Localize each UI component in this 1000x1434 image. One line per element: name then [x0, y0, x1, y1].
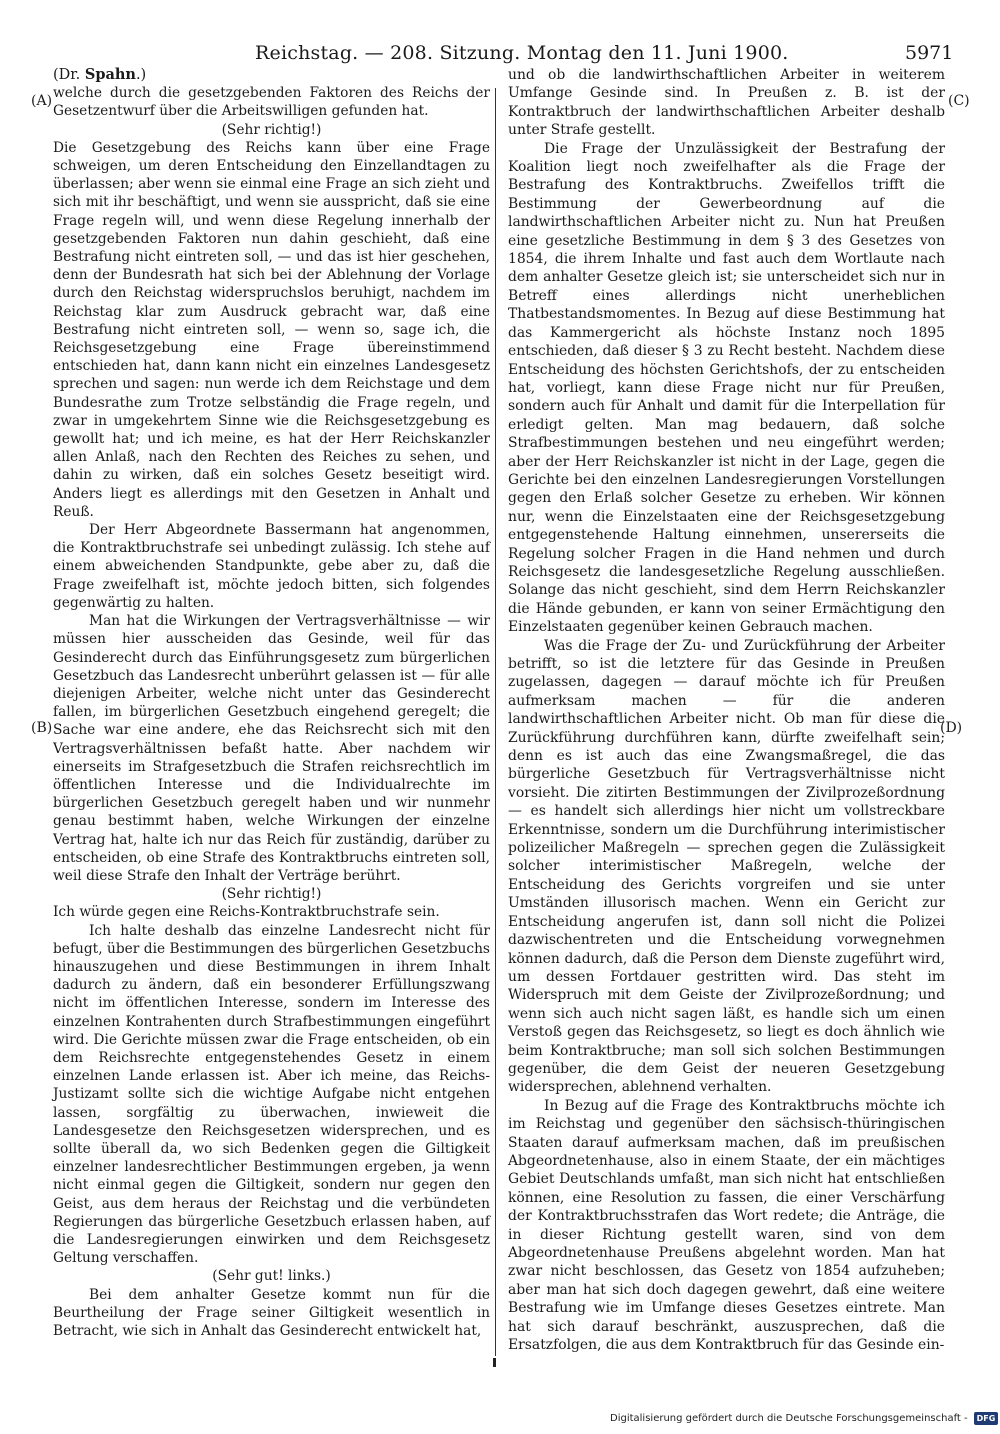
paragraph: Man hat die Wirkungen der Vertragsverhältnisse — wir müssen hier ausscheiden das Gesinde, weil für das Gesinderecht durch das Einführungsgesetz zum bürgerlichen Gesetzbuch das Landesrecht unberührt gelassen ist — für alle diejenigen Arbeiter, welche nicht unter das Gesinderecht fallen, im bürgerlichen Gesetzbuch eingehend geregelt; die Sache war eine andere, ehe das Reichsrecht sich mit den Vertragsverhältnissen befaßt hatte. Aber nachdem wir einerseits im Strafgesetzbuch die Strafen reichsrechtlich im öffentlichen Interesse und die Individualrechte im bürgerlichen Gesetzbuch geregelt haben und wir nunmehr genau bestimmt haben, welche Wirkungen der einzelne Vertrag hat, halte ich nur das Reich für zuständig, darüber zu entscheiden, ob eine Strafe des Kontraktbruchs eintreten soll, weil diese Strafe den Inhalt der Verträge berührt.	[53, 613, 490, 884]
paragraph: In Bezug auf die Frage des Kontraktbruchs möchte ich im Reichstag und gegenüber den sächsisch-thüringischen Staaten darauf aufmerksam machen, daß im preußischen Abgeordnetenhause, also in einem Staate, der ein mächtiges Gebiet Deutschlands umfaßt, man sich nicht hat entschließen können, eine Resolution zu fassen, die einer Verschärfung der Kontraktbruchsstrafen das Wort redete; die Anträge, die in dieser Richtung gestellt waren, sind von dem Abgeordnetenhause Preußens abgelehnt worden. Man hat zwar nicht beschlossen, das Gesetz von 1854 aufzuheben; aber man hat sich doch dagegen gewehrt, daß eine weitere Bestrafung wie im Umfange dieses Gesetzes eintrete. Man hat sich darauf beschränkt, auszusprechen, daß die Ersatzfolgen, die aus dem Kontraktbruch für das Gesinde ein-	[508, 1097, 945, 1354]
paragraph: Bei dem anhalter Gesetze kommt nun für die Beurtheilung der Frage seiner Giltigkeit wesentlich in Betracht, wie sich in Anhalt das Gesinderecht entwickelt hat,	[53, 1286, 490, 1340]
page-number: 5971	[905, 42, 954, 64]
paragraph: welche durch die gesetzgebenden Faktoren des Reichs der Gesetzentwurf über die Arbeitswilligen gefunden hat.	[53, 85, 490, 120]
margin-mark-a: (A)	[31, 93, 53, 109]
speaker-label	[53, 66, 490, 84]
dfg-logo: DFG	[974, 1412, 999, 1425]
running-title: Reichstag. — 208. Sitzung. Montag den 11. Juni 1900.	[255, 42, 789, 64]
speaker-suffix: .)	[135, 67, 147, 83]
speaker-name: Spahn	[84, 66, 136, 83]
divider-mark	[493, 1358, 496, 1367]
paragraph: Ich würde gegen eine Reichs-Kontraktbruchstrafe sein.	[53, 904, 440, 921]
margin-mark-b: (B)	[31, 720, 53, 736]
paragraph: und ob die landwirthschaftlichen Arbeiter in weiterem Umfange Gesinde sind. In Preußen z. B. ist der Kontraktbruch der landwirthschaftlichen Arbeiter deshalb unter Strafe gestellt.	[508, 67, 945, 139]
column-divider	[495, 88, 496, 1356]
paragraph: Die Frage der Unzulässigkeit der Bestrafung der Koalition liegt noch zweifelhafter als die Frage der Bestrafung des Kontraktbruchs. Zweifellos trifft die Bestimmung der Gewerbeordnung auf die landwirthschaftlichen Arbeiter nicht zu. Nun hat Preußen eine gesetzliche Bestimmung in dem § 3 des Gesetzes von 1854, die ihrem Inhalte und fast auch dem Wortlaute nach dem anhalter Gesetze gleich ist; sie unterscheidet sich nur in Betreff eines allerdings nicht unerheblichen Thatbestandsmomentes. In Bezug auf diese Bestimmung hat das Kammergericht als höchste Instanz noch 1895 entschieden, daß dieser § 3 zu Recht besteht. Nachdem diese Entscheidung des höchsten Gerichtshofs, der zu entscheiden hat, vorliegt, kann diese Frage nicht nur für Preußen, sondern auch für Anhalt und damit für die Interpellation für erledigt gelten. Man mag bedauern, daß solche Strafbestimmungen bestehen und neu eingeführt werden; aber der Herr Reichskanzler ist nicht in der Lage, gegen die Gerichte bei den einzelnen Landesregierungen Vorstellungen gegen den Erlaß solcher Gesetze zu erheben. Wir können nur, wenn die Einzelstaaten eine der Reichsgesetzgebung entgegenstehende Haltung einnehmen, unsererseits die Regelung solcher Fragen in die Hand nehmen und durch Reichsgesetz die landesgesetzliche Regelung ausschließen. Solange das nicht geschieht, sind dem Herrn Reichskanzler die Hände gebunden, er kann von seiner Ermächtigung den Einzelstaaten gegenüber keinen Gebrauch machen.	[508, 140, 945, 636]
paragraph: Ich halte deshalb das einzelne Landesrecht nicht für befugt, über die Bestimmungen des bürgerlichen Gesetzbuchs hinauszugehen und diese Bestimmungen in ihrem Inhalt dadurch zu ändern, daß ein besonderer Erfüllungszwang nicht im öffentlichen Interesse, sondern im Interesse des einzelnen Kontrahenten durch Strafbestimmungen eingeführt wird. Die Gerichte müssen zwar die Frage entscheiden, ob ein dem Reichsrechte entgegenstehendes Gesetz in einem einzelnen Lande erlassen ist. Aber ich meine, das Reichs-Justizamt sollte sich die wichtige Aufgabe nicht entgehen lassen, sorgfältig zu überwachen, inwieweit die Landesgesetze den Reichsgesetzen widersprechen, und es sollte überall da, wo sich Bedenken gegen die Giltigkeit einzelner landesrechtlicher Bestimmungen ergeben, ja wenn nicht einmal gegen die Giltigkeit, sondern nur gegen den Geist, aus dem heraus der Reichstag und die verbündeten Regierungen das bürgerliche Gesetzbuch erlassen haben, auf die Landesregierungen einwirken und dem Reichsgesetz Geltung verschaffen.	[53, 922, 490, 1267]
page-header	[0, 38, 1000, 68]
margin-mark-d: (D)	[940, 720, 963, 736]
interjection: (Sehr richtig!)	[221, 121, 322, 138]
digitization-credit	[610, 1412, 998, 1425]
paragraph: Die Gesetzgebung des Reichs kann über eine Frage schweigen, um deren Entscheidung den Einzellandtagen zu überlassen; aber wenn sie einmal eine Frage an sich zieht und sich mit ihr beschäftigt, und wenn sie ausspricht, daß sie eine Frage regeln will, und wenn diese Regelung innerhalb der gesetzgebenden Faktoren nun dahin geschieht, daß eine Bestrafung nicht eintreten soll, — und das ist hier geschehen, denn der Bundesrath hat sich bei der Ablehnung der Vorlage durch den Reichstag widerspruchslos beruhigt, nachdem im Reichstag klar zum Ausdruck gebracht war, daß eine Bestrafung nicht eintreten soll, — wenn so, sage ich, die Reichsgesetzgebung eine Frage übereinstimmend entschieden hat, dann kann nicht ein einzelnes Landesgesetz sprechen und sagen: nun werde ich dem Reichstage und dem Bundesrathe zum Trotze selbständig die Frage regeln, und zwar in umgekehrtem Sinne wie die Reichsgesetzgebung es gewollt hat; und ich meine, es hat der Herr Reichskanzler allen Anlaß, nach den Rechten des Reiches zu sehen, und dahin zu wirken, daß ein solches Gesetz beseitigt wird. Anders liegt es allerdings mit den Gesetzen in Anhalt und Reuß.	[53, 139, 490, 520]
left-column	[53, 66, 490, 1340]
interjection: (Sehr richtig!)	[221, 886, 322, 903]
interjection: (Sehr gut! links.)	[212, 1268, 331, 1285]
right-column	[508, 66, 945, 1354]
footer-text: Digitalisierung gefördert durch die Deutsche Forschungsgemeinschaft -	[610, 1413, 968, 1424]
paragraph: Der Herr Abgeordnete Bassermann hat angenommen, die Kontraktbruchstrafe sei unbedingt zulässig. Ich stehe auf einem abweichenden Standpunkte, gebe aber zu, daß die Frage zweifelhaft ist, möchte jedoch bitten, sich folgendes gegenwärtig zu halten.	[53, 522, 490, 611]
speaker-prefix: (Dr.	[53, 67, 85, 83]
margin-mark-c: (C)	[948, 93, 970, 109]
paragraph: Was die Frage der Zu- und Zurückführung der Arbeiter betrifft, so ist die letztere für das Gesinde in Preußen zugelassen, dagegen — darauf möchte ich für Preußen aufmerksam machen — für die anderen landwirthschaftlichen Arbeiter nicht. Ob man für diese die Zurückführung durchführen kann, dürfte zweifelhaft sein; denn es ist auch das eine Zwangsmaßregel, die das bürgerliche Gesetzbuch für Vertragsverhältnisse nicht vorsieht. Die zitirten Bestimmungen der Zivilprozeßordnung — es handelt sich allerdings hier nicht um vollstreckbare Erkenntnisse, sondern um die Durchführung interimistischer polizeilicher Maßregeln — sprechen gegen die Zulässigkeit solcher interimistischer Maßregeln, welche der Entscheidung des Gerichts vorgreifen und sie unter Umständen illusorisch machen. Wenn ein Gericht zur Entscheidung angerufen ist, dann soll nicht die Polizei dazwischentreten und die Entscheidung vorwegnehmen können dadurch, daß die Person dem Dienste zugeführt wird, um dessen Fortdauer gestritten wird. Das steht im Widerspruch mit dem Geiste der Zivilprozeßordnung; und wenn sich auch nicht sagen läßt, es handle sich um einen Verstoß gegen das Reichsgesetz, so liegt es doch ähnlich wie beim Kontraktbruche; man soll sich solchen Bestimmungen gegenüber, die dem Geist der neueren Gesetzgebung widersprechen, ablehnend verhalten.	[508, 637, 945, 1096]
